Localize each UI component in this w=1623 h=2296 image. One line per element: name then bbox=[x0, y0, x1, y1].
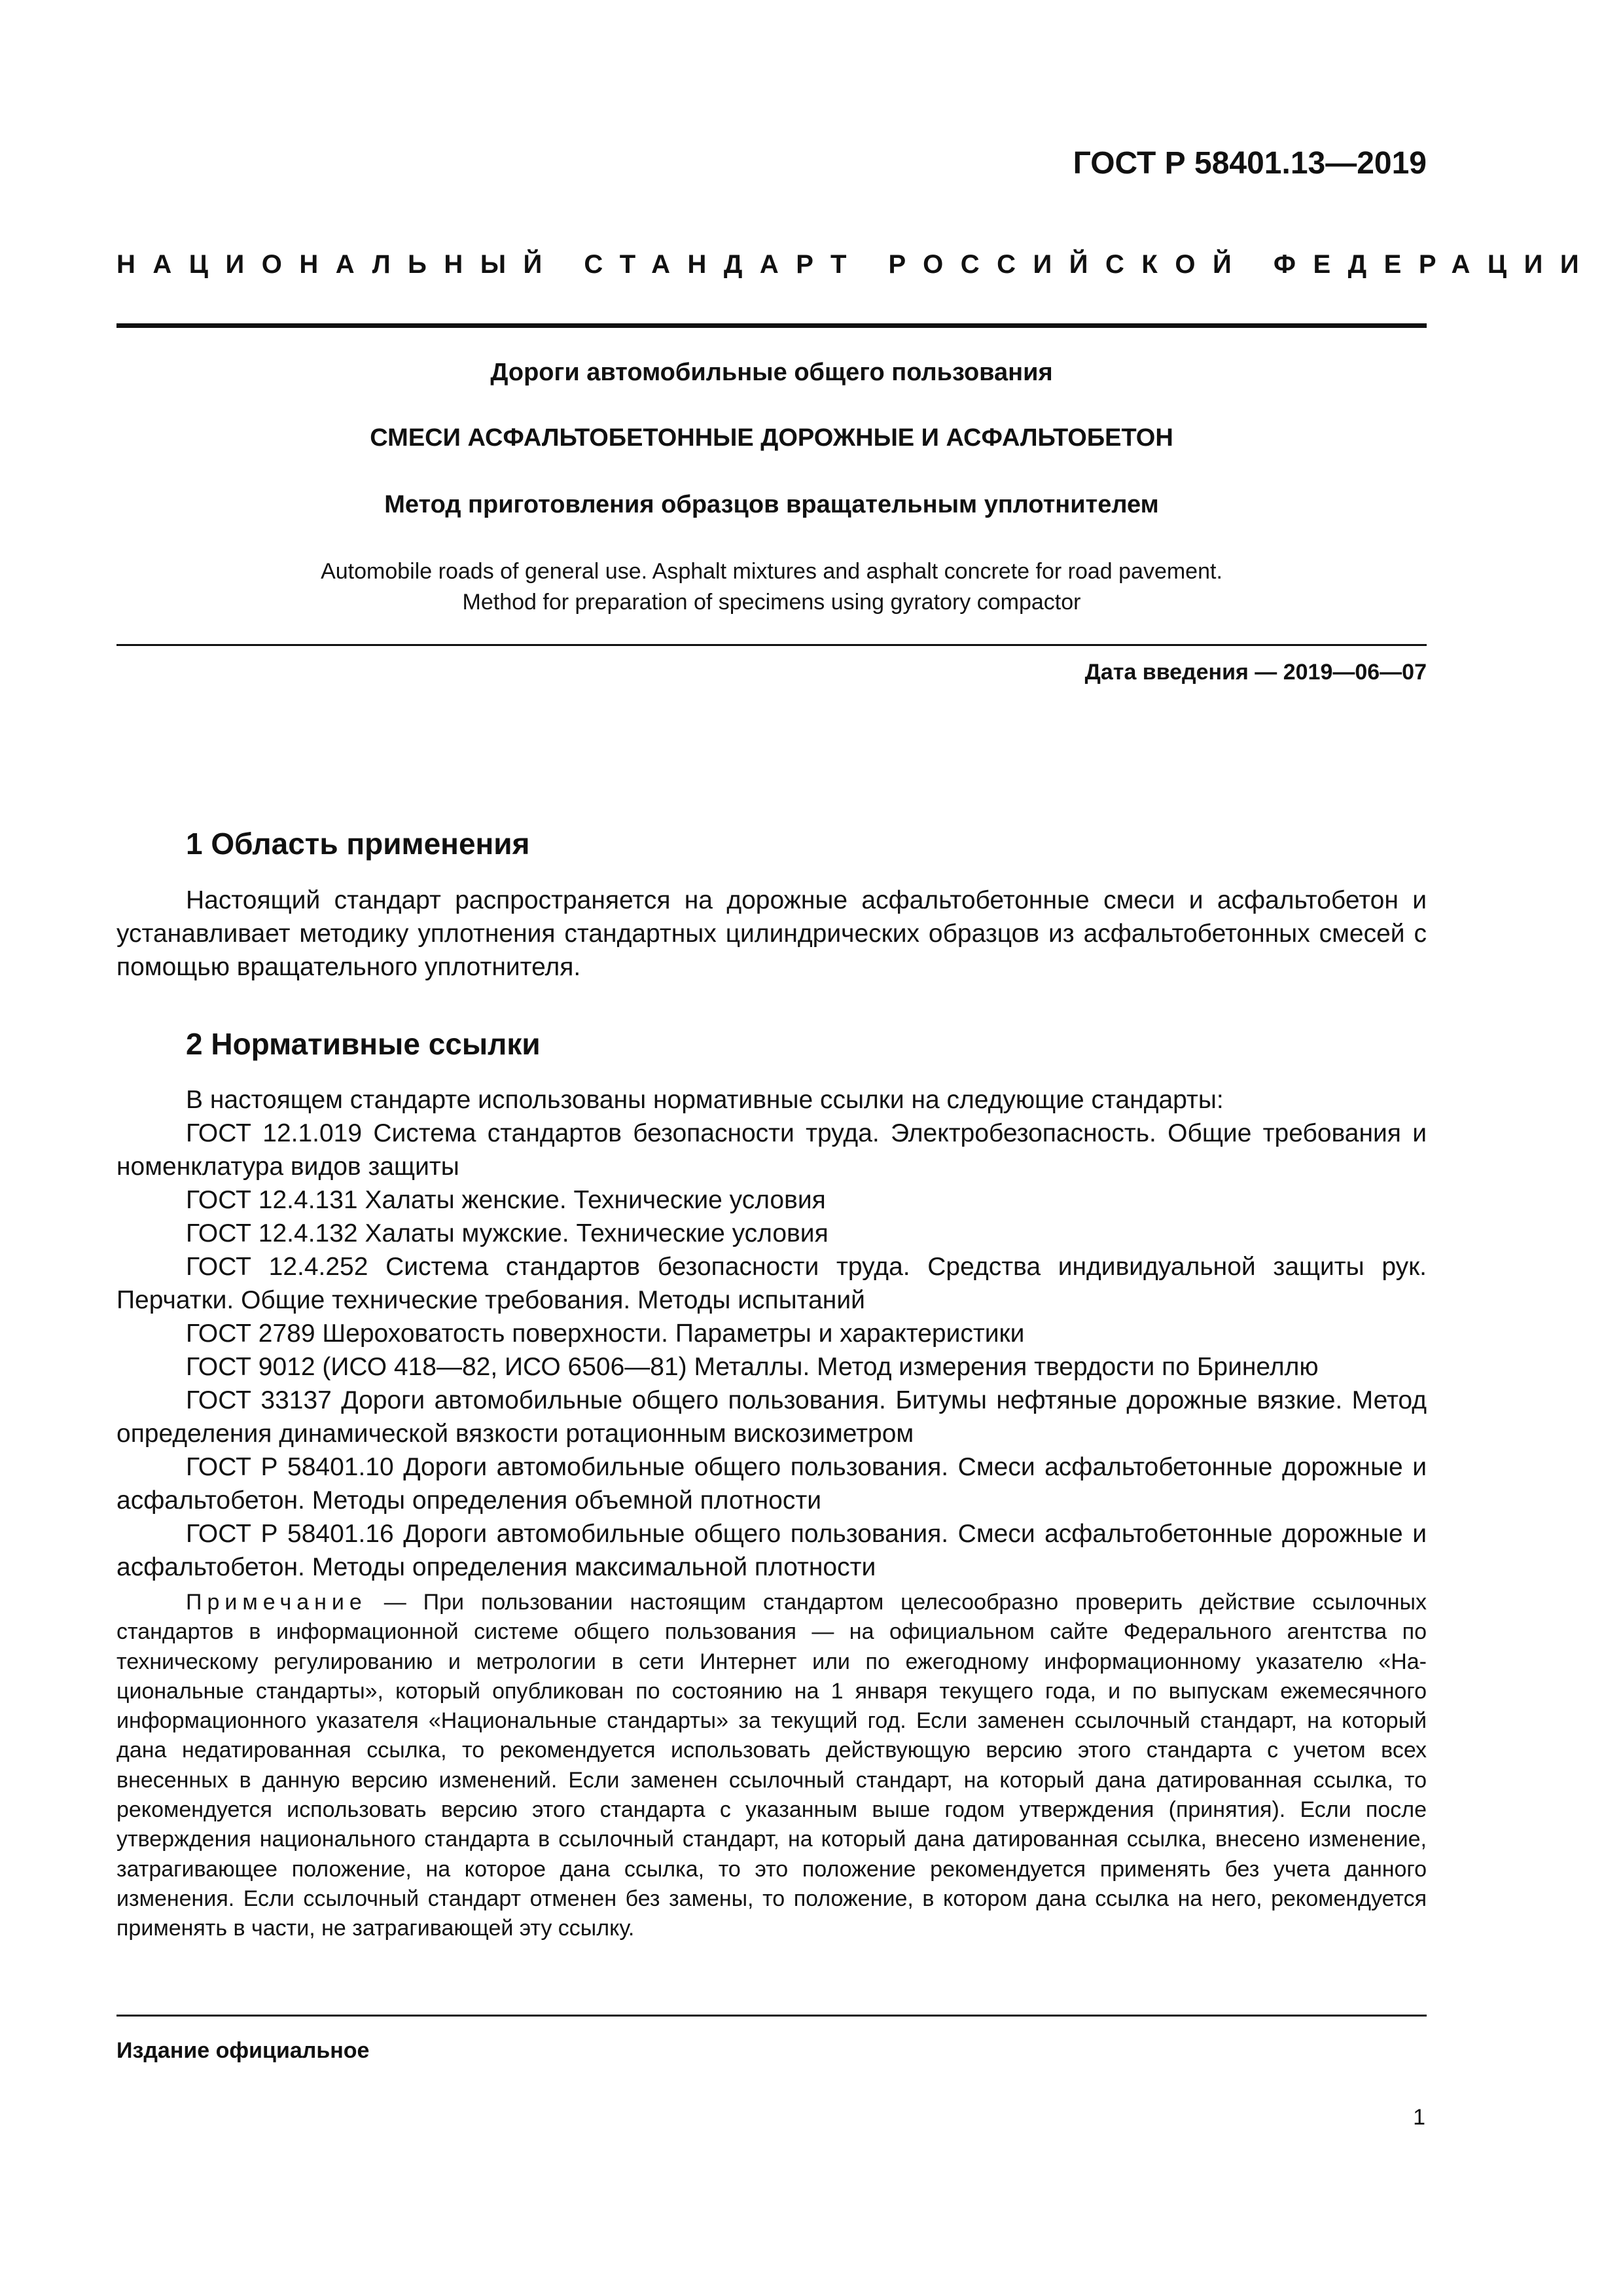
reference-item: ГОСТ Р 58401.16 Дороги автомобильные общего пользования. Смеси асфальтобетонные дорожные и асфальтобетон. Методы определения максимальной плотности bbox=[116, 1520, 1427, 1581]
english-title-line-1: Automobile roads of general use. Asphalt mixtures and asphalt concrete for road pavement. bbox=[321, 559, 1222, 584]
reference-note bbox=[116, 1588, 1427, 1944]
reference-item: ГОСТ 12.4.252 Система стандартов безопасности труда. Средства индивидуальной защиты рук. Перчатки. Общие технические требования. Методы испытаний bbox=[116, 1253, 1427, 1314]
section-1-heading: 1 Область применения bbox=[186, 827, 530, 861]
reference-item: ГОСТ 9012 (ИСО 418—82, ИСО 6506—81) Металлы. Метод измерения твердости по Бринеллю bbox=[186, 1353, 1319, 1381]
reference-item: ГОСТ 2789 Шероховатость поверхности. Параметры и характеристики bbox=[186, 1319, 1025, 1348]
english-title bbox=[116, 556, 1427, 618]
footer-divider bbox=[116, 2015, 1427, 2017]
reference-item: ГОСТ 12.1.019 Система стандартов безопасности труда. Электробезопасность. Общие требования и номенклатура видов защиты bbox=[116, 1119, 1427, 1181]
standard-banner: НАЦИОНАЛЬНЫЙ СТАНДАРТ РОССИЙСКОЙ ФЕДЕРАЦИИ bbox=[116, 250, 1597, 279]
note-text: — При пользовании настоящим стандартом целесообразно проверить действие ссылочных стандартов в информационной системе общего пользования — на официальном сайте Федерального агентства по техническому регулированию и метрологии в сети Интернет или по ежегодному информационному указателю «Национальные стандарты», который опубликован по состоянию на 1 января текущего года, и по выпускам ежемесячного информационного указателя «Национальные стандарты» за текущий год. Если заменен ссылочный стандарт, на который дана недатированная ссылка, то рекомендуется использовать действующую версию этого стандарта с учетом всех внесенных в данную версию изменений. Если заменен ссылочный стандарт, на который дана датированная ссылка, то рекомендуется использовать версию этого стандарта с указанным выше годом утверждения (принятия). Если после утверждения национального стандарта в ссылочный стандарт, на который дана датированная ссылка, внесено изменение, затрагивающее положение, на которое дана ссылка, то это положение рекомендуется применять без учета данного изменения. Если ссылочный стандарт отменен без замены, то положение, в котором дана ссылка на него, рекомендуется применять в части, не затрагивающей эту ссылку. bbox=[116, 1590, 1427, 1941]
official-edition-label: Издание официальное bbox=[116, 2038, 370, 2063]
section-1-body bbox=[116, 884, 1427, 984]
reference-item: ГОСТ 12.4.132 Халаты мужские. Технические условия bbox=[186, 1219, 829, 1247]
introduction-date: Дата введения — 2019—06—07 bbox=[1084, 660, 1427, 685]
note-label: Примечание bbox=[186, 1590, 367, 1615]
title-divider bbox=[116, 644, 1427, 646]
references-intro: В настоящем стандарте использованы нормативные ссылки на следующие стандарты: bbox=[186, 1086, 1224, 1114]
gost-number: ГОСТ Р 58401.13—2019 bbox=[1073, 146, 1427, 181]
top-divider bbox=[116, 323, 1427, 328]
reference-item: ГОСТ 12.4.131 Халаты женские. Технические условия bbox=[186, 1186, 826, 1214]
normative-references-list bbox=[116, 1083, 1427, 1584]
title-line-3: Метод приготовления образцов вращательным уплотнителем bbox=[384, 491, 1159, 518]
page-number: 1 bbox=[1413, 2105, 1425, 2130]
reference-item: ГОСТ 33137 Дороги автомобильные общего пользования. Битумы нефтяные дорожные вязкие. Метод определения динамической вязкости ротационным вискозиметром bbox=[116, 1386, 1427, 1448]
title-line-1: Дороги автомобильные общего пользования bbox=[490, 359, 1053, 386]
reference-item: ГОСТ Р 58401.10 Дороги автомобильные общего пользования. Смеси асфальтобетонные дорожные и асфальтобетон. Методы определения объемной плотности bbox=[116, 1453, 1427, 1515]
section-1-paragraph: Настоящий стандарт распространяется на дорожные асфальтобетонные смеси и асфальтобетон и устанавливает методику уплотнения стандартных цилиндрических образцов из асфальтобетонных смесей с помощью вращательного уплотнителя. bbox=[116, 886, 1427, 981]
english-title-line-2: Method for preparation of specimens using gyratory compactor bbox=[462, 590, 1081, 615]
section-2-heading: 2 Нормативные ссылки bbox=[186, 1027, 541, 1061]
title-line-2: СМЕСИ АСФАЛЬТОБЕТОННЫЕ ДОРОЖНЫЕ И АСФАЛЬТОБЕТОН bbox=[370, 424, 1173, 452]
